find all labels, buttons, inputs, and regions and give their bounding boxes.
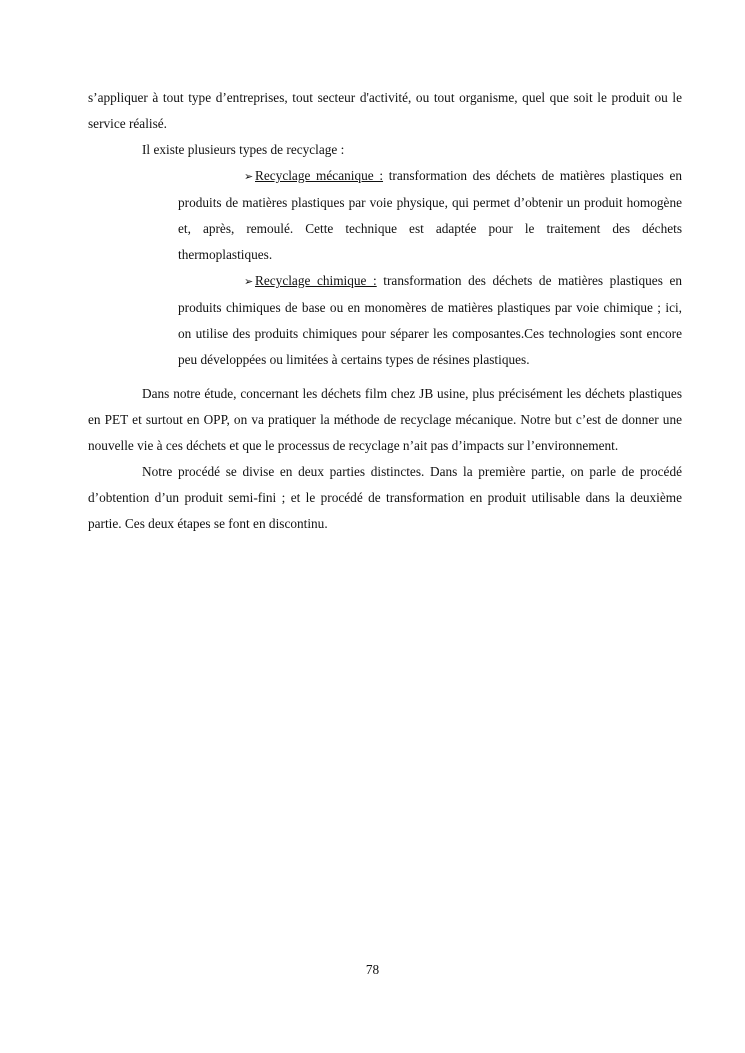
- paragraph-study: Dans notre étude, concernant les déchets film chez JB usine, plus précisément les déchets plastiques en PET et surtout en OPP, on va pratiquer la méthode de recyclage mécanique. Notre but c’est de donner une nouvelle vie à ces déchets et que le processus de recyclage n’ait pas d’impacts sur l’environnement.: [88, 386, 682, 453]
- arrow-bullet-icon: ➢: [244, 170, 254, 183]
- bullet-item-mecanique: [178, 163, 682, 268]
- bullet-list: [178, 163, 682, 373]
- arrow-bullet-icon: ➢: [244, 275, 254, 288]
- paragraph-process: Notre procédé se divise en deux parties distinctes. Dans la première partie, on parle de procédé d’obtention d’un produit semi-fini ; et le procédé de transformation en produit utilisable dans la deuxième partie. Ces deux étapes se font en discontinu.: [88, 464, 682, 531]
- bullet-text: transformation des déchets de matières plastiques en produits de matières plastiques par voie physique, qui permet d’obtenir un produit homogène et, après, remoulé. Cette technique est adaptée pour le traitement des déchets thermoplastiques.: [178, 168, 683, 262]
- bullet-term: Recyclage mécanique :: [255, 168, 384, 183]
- page-number: 78: [365, 962, 380, 977]
- paragraph-intro: s’appliquer à tout type d’entreprises, tout secteur d'activité, ou tout organisme, quel que soit le produit ou le service réalisé.: [88, 90, 682, 131]
- bullet-item-chimique: [178, 268, 682, 373]
- bullet-text: transformation des déchets de matières plastiques en produits chimiques de base ou en monomères de matières plastiques par voie chimique ; ici, on utilise des produits chimiques pour séparer les composantes.Ces technologies sont encore peu développées ou limitées à certains types de résines plastiques.: [178, 273, 682, 367]
- document-body: [88, 85, 682, 537]
- paragraph-types-intro: Il existe plusieurs types de recyclage :: [142, 142, 345, 157]
- bullet-term: Recyclage chimique :: [255, 273, 377, 288]
